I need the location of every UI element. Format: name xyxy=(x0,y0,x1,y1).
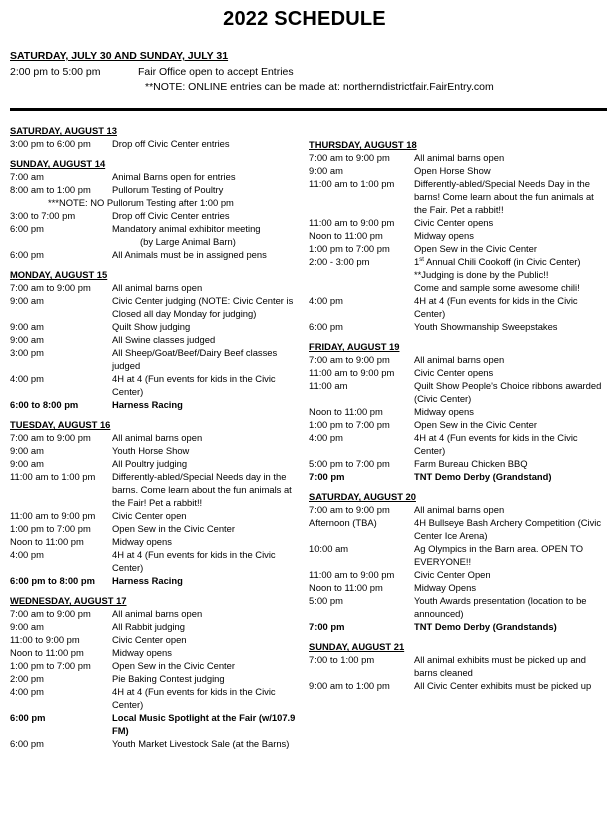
schedule-entry xyxy=(10,346,300,372)
entry-description: Midway opens xyxy=(112,647,172,658)
day-heading: TUESDAY, AUGUST 16 xyxy=(10,419,111,430)
entry-time: 7:00 am to 9:00 pm xyxy=(10,608,91,619)
day-heading: SATURDAY, AUGUST 13 xyxy=(10,125,117,136)
entry-description: Pie Baking Contest judging xyxy=(112,673,225,684)
entry-time: 8:00 am to 1:00 pm xyxy=(10,184,91,195)
entry-time: 4:00 pm xyxy=(309,295,343,306)
entry-time: 9:00 am to 1:00 pm xyxy=(309,680,390,691)
entry-time: 1:00 pm to 7:00 pm xyxy=(309,419,390,430)
entry-description: Harness Racing xyxy=(112,575,183,586)
entry-time: 6:00 pm xyxy=(309,321,343,332)
entry-description: All Rabbit judging xyxy=(112,621,185,632)
entry-description: Open Sew in the Civic Center xyxy=(112,660,235,671)
entry-description: Open Sew in the Civic Center xyxy=(112,523,235,534)
entry-time xyxy=(10,235,112,248)
entry-time: 9:00 am xyxy=(10,334,44,345)
schedule-entry xyxy=(10,607,300,620)
entry-description: Pullorum Testing of Poultry xyxy=(112,184,224,195)
schedule-entry xyxy=(309,164,607,177)
schedule-entry xyxy=(309,568,607,581)
entry-time: 1:00 pm to 7:00 pm xyxy=(10,660,91,671)
schedule-day xyxy=(309,138,607,333)
entry-description: Youth Horse Show xyxy=(112,445,190,456)
entry-description: Differently-abled/Special Needs Day in the barns! Come learn about the fun animals at the Fair. Pet a rabbit!! xyxy=(414,178,594,215)
entry-time: 6:00 pm xyxy=(10,223,44,234)
day-heading: MONDAY, AUGUST 15 xyxy=(10,269,108,280)
schedule-entry xyxy=(10,137,300,150)
entry-description: Civic Center opens xyxy=(414,367,494,378)
schedule-entry xyxy=(10,620,300,633)
schedule-entry xyxy=(309,177,607,216)
entry-description: Open Sew in the Civic Center xyxy=(414,419,537,430)
schedule-entry xyxy=(10,522,300,535)
entry-description: 4H at 4 (Fun events for kids in the Civic Center) xyxy=(414,432,578,456)
schedule-day xyxy=(309,640,607,692)
entry-time: 10:00 am xyxy=(309,543,349,554)
entry-description: Quilt Show judging xyxy=(112,321,191,332)
entry-time: 9:00 am xyxy=(10,445,44,456)
schedule-entry xyxy=(10,659,300,672)
entry-description: All animal barns open xyxy=(414,504,505,515)
entry-description: All animal barns open xyxy=(112,608,203,619)
intro-description: Fair Office open to accept Entries xyxy=(138,66,294,78)
entry-description: Drop off Civic Center entries xyxy=(112,210,230,221)
schedule-entry xyxy=(309,216,607,229)
entry-time: 7:00 am to 9:00 pm xyxy=(309,152,390,163)
entry-time: 1:00 pm to 7:00 pm xyxy=(309,243,390,254)
entry-description: **Judging is done by the Public!! xyxy=(414,269,549,280)
schedule-entry xyxy=(309,620,607,633)
entry-time: 7:00 pm xyxy=(309,471,345,482)
schedule-note: ***NOTE: NO Pullorum Testing after 1:00 pm xyxy=(48,197,234,208)
schedule-entry xyxy=(309,516,607,542)
schedule-entry xyxy=(309,242,607,255)
entry-description: Come and sample some awesome chili! xyxy=(414,282,580,293)
entry-description: Midway opens xyxy=(414,230,474,241)
schedule-entry xyxy=(309,418,607,431)
entry-description: All animal barns open xyxy=(414,152,505,163)
schedule-entry xyxy=(309,503,607,516)
entry-time: 4:00 pm xyxy=(309,432,343,443)
schedule-entry xyxy=(309,353,607,366)
schedule-entry xyxy=(309,594,607,620)
left-schedule-column xyxy=(10,124,300,757)
entry-description: Drop off Civic Center entries xyxy=(112,138,230,149)
entry-time: 6:00 pm to 8:00 pm xyxy=(10,575,95,586)
entry-time: 11:00 am to 9:00 pm xyxy=(309,217,395,228)
page-title: 2022 SCHEDULE xyxy=(223,8,386,30)
schedule-entry xyxy=(10,672,300,685)
schedule-entry xyxy=(10,737,300,750)
schedule-entry xyxy=(10,333,300,346)
schedule-entry xyxy=(309,581,607,594)
schedule-day xyxy=(10,157,300,261)
schedule-entry xyxy=(10,170,300,183)
entry-time: 4:00 pm xyxy=(10,686,44,697)
entry-description: All Animals must be in assigned pens xyxy=(112,249,267,260)
schedule-entry xyxy=(10,248,300,261)
schedule-day xyxy=(10,418,300,587)
schedule-day xyxy=(10,594,300,750)
schedule-entry xyxy=(309,255,607,268)
entry-description: All Poultry judging xyxy=(112,458,188,469)
intro-heading: SATURDAY, JULY 30 AND SUNDAY, JULY 31 xyxy=(10,50,229,62)
entry-time: 4:00 pm xyxy=(10,373,44,384)
entry-description: Youth Awards presentation (location to be announced) xyxy=(414,595,587,619)
entry-time: 7:00 am to 9:00 pm xyxy=(309,354,390,365)
entry-description: All Civic Center exhibits must be picked up xyxy=(414,680,592,691)
schedule-day xyxy=(10,124,300,150)
divider xyxy=(10,108,607,111)
entry-time: 7:00 am to 9:00 pm xyxy=(10,282,91,293)
entry-time: 3:00 to 7:00 pm xyxy=(10,210,76,221)
entry-time: Afternoon (TBA) xyxy=(309,517,377,528)
entry-description: All Sheep/Goat/Beef/Dairy Beef classes judged xyxy=(112,347,278,371)
schedule-entry xyxy=(309,679,607,692)
entry-time: 11:00 am to 9:00 pm xyxy=(309,569,395,580)
entry-description: Civic Center judging (NOTE: Civic Center is Closed all day Monday for judging) xyxy=(112,295,294,319)
entry-description: All animal barns open xyxy=(112,282,203,293)
schedule-entry xyxy=(10,183,300,196)
schedule-entry xyxy=(309,151,607,164)
schedule-entry xyxy=(309,229,607,242)
intro-note: **NOTE: ONLINE entries can be made at: northerndistrictfair.FairEntry.com xyxy=(145,81,494,93)
entry-description: Harness Racing xyxy=(112,399,183,410)
entry-time: 3:00 pm xyxy=(10,347,44,358)
ordinal-suffix: st xyxy=(419,256,424,263)
schedule-entry xyxy=(10,398,300,411)
entry-description: All animal barns open xyxy=(414,354,505,365)
entry-description: All animal exhibits must be picked up and barns cleaned xyxy=(414,654,586,678)
schedule-entry xyxy=(10,320,300,333)
schedule-entry xyxy=(309,294,607,320)
schedule-entry xyxy=(309,457,607,470)
schedule-entry xyxy=(309,405,607,418)
entry-time: 7:00 am to 9:00 pm xyxy=(10,432,91,443)
schedule-entry xyxy=(309,366,607,379)
entry-time xyxy=(309,281,414,294)
entry-time: 6:00 pm xyxy=(10,712,46,723)
schedule-entry xyxy=(10,431,300,444)
entry-description: Differently-abled/Special Needs day in the barns. Come learn about the fun animals at the Fair! Pet a rabbit!! xyxy=(112,471,292,508)
entry-time: 11:00 am to 9:00 pm xyxy=(10,510,96,521)
schedule-entry xyxy=(10,535,300,548)
entry-description: 4H at 4 (Fun events for kids in the Civic Center) xyxy=(112,686,276,710)
entry-description: Civic Center opens xyxy=(414,217,494,228)
day-heading: SATURDAY, AUGUST 20 xyxy=(309,491,416,502)
day-heading: SUNDAY, AUGUST 21 xyxy=(309,641,405,652)
schedule-entry xyxy=(309,431,607,457)
schedule-entry xyxy=(10,574,300,587)
entry-description: Open Horse Show xyxy=(414,165,491,176)
schedule-entry xyxy=(10,235,300,248)
entry-time: 11:00 am xyxy=(309,380,348,391)
schedule-entry xyxy=(309,320,607,333)
entry-time: 6:00 to 8:00 pm xyxy=(10,399,79,410)
entry-time: 9:00 am xyxy=(309,165,343,176)
entry-description: Civic Center Open xyxy=(414,569,491,580)
entry-description: Midway opens xyxy=(112,536,172,547)
entry-time: 11:00 am to 9:00 pm xyxy=(309,367,395,378)
schedule-entry xyxy=(10,457,300,470)
entry-time: Noon to 11:00 pm xyxy=(10,536,84,547)
day-heading: WEDNESDAY, AUGUST 17 xyxy=(10,595,127,606)
entry-description: Youth Market Livestock Sale (at the Barns) xyxy=(112,738,290,749)
entry-time: 9:00 am xyxy=(10,295,44,306)
entry-description: Midway Opens xyxy=(414,582,477,593)
entry-description: 4H at 4 (Fun events for kids in the Civic Center) xyxy=(112,549,276,573)
entry-time: Noon to 11:00 pm xyxy=(309,582,383,593)
entry-description: All animal barns open xyxy=(112,432,203,443)
schedule-entry xyxy=(309,542,607,568)
entry-time: 7:00 am to 9:00 pm xyxy=(309,504,390,515)
entry-description: Open Sew in the Civic Center xyxy=(414,243,537,254)
entry-time: 11:00 am to 1:00 pm xyxy=(309,178,395,189)
day-heading: THURSDAY, AUGUST 18 xyxy=(309,139,417,150)
entry-description: 1st Annual Chili Cookoff (in Civic Center) xyxy=(414,256,581,267)
entry-time: 9:00 am xyxy=(10,321,44,332)
entry-description: Youth Showmanship Sweepstakes xyxy=(414,321,558,332)
entry-time: 2:00 pm xyxy=(10,673,44,684)
entry-time: 4:00 pm xyxy=(10,549,44,560)
schedule-entry xyxy=(309,653,607,679)
schedule-entry xyxy=(10,444,300,457)
day-heading: SUNDAY, AUGUST 14 xyxy=(10,158,106,169)
entry-time: 5:00 pm to 7:00 pm xyxy=(309,458,390,469)
entry-description: Farm Bureau Chicken BBQ xyxy=(414,458,528,469)
entry-description: Quilt Show People's Choice ribbons awarded (Civic Center) xyxy=(414,380,602,404)
entry-description: 4H at 4 (Fun events for kids in the Civic Center) xyxy=(112,373,276,397)
entry-time: 3:00 pm to 6:00 pm xyxy=(10,138,91,149)
entry-description: All Swine classes judged xyxy=(112,334,216,345)
entry-description: 4H Bullseye Bash Archery Competition (Civic Center Ice Arena) xyxy=(414,517,602,541)
schedule-day xyxy=(309,490,607,633)
entry-time: 7:00 to 1:00 pm xyxy=(309,654,375,665)
schedule-entry xyxy=(10,281,300,294)
schedule-entry xyxy=(10,294,300,320)
entry-time: 7:00 pm xyxy=(309,621,345,632)
entry-time: 2:00 - 3:00 pm xyxy=(309,256,370,267)
schedule-entry xyxy=(309,268,607,281)
schedule-entry xyxy=(309,379,607,405)
entry-description: (by Large Animal Barn) xyxy=(140,236,236,247)
schedule-entry xyxy=(10,685,300,711)
entry-description: Civic Center open xyxy=(112,510,187,521)
schedule-entry xyxy=(309,470,607,483)
schedule-day xyxy=(10,268,300,411)
schedule-entry xyxy=(10,372,300,398)
entry-time: 1:00 pm to 7:00 pm xyxy=(10,523,91,534)
entry-description: Animal Barns open for entries xyxy=(112,171,236,182)
entry-time: 6:00 pm xyxy=(10,249,44,260)
entry-description: Civic Center open xyxy=(112,634,187,645)
entry-description: Local Music Spotlight at the Fair (w/107.9 FM) xyxy=(112,712,296,736)
entry-time: Noon to 11:00 pm xyxy=(309,230,383,241)
schedule-entry xyxy=(309,281,607,294)
right-schedule-column xyxy=(309,138,607,699)
entry-time: 11:00 to 9:00 pm xyxy=(10,634,80,645)
schedule-entry xyxy=(10,711,300,737)
schedule-entry xyxy=(10,548,300,574)
entry-time: 9:00 am xyxy=(10,621,44,632)
schedule-entry xyxy=(10,633,300,646)
entry-time: Noon to 11:00 pm xyxy=(309,406,383,417)
entry-description: TNT Demo Derby (Grandstand) xyxy=(414,471,552,482)
entry-time: 9:00 am xyxy=(10,458,44,469)
schedule-entry xyxy=(10,222,300,235)
schedule-day xyxy=(309,340,607,483)
schedule-entry xyxy=(10,470,300,509)
schedule-entry xyxy=(10,509,300,522)
entry-description: Ag Olympics in the Barn area. OPEN TO EVERYONE!! xyxy=(414,543,583,567)
entry-time: 7:00 am xyxy=(10,171,44,182)
schedule-entry xyxy=(10,209,300,222)
entry-time: 5:00 pm xyxy=(309,595,343,606)
entry-description: 4H at 4 (Fun events for kids in the Civic Center) xyxy=(414,295,578,319)
entry-description: Midway opens xyxy=(414,406,474,417)
schedule-entry xyxy=(10,646,300,659)
entry-time: Noon to 11:00 pm xyxy=(10,647,84,658)
entry-time: 11:00 am to 1:00 pm xyxy=(10,471,96,482)
intro-time: 2:00 pm to 5:00 pm xyxy=(10,66,101,78)
entry-time xyxy=(309,268,414,281)
entry-time: 6:00 pm xyxy=(10,738,44,749)
entry-description: TNT Demo Derby (Grandstands) xyxy=(414,621,557,632)
day-heading: FRIDAY, AUGUST 19 xyxy=(309,341,400,352)
entry-description: Mandatory animal exhibitor meeting xyxy=(112,223,261,234)
